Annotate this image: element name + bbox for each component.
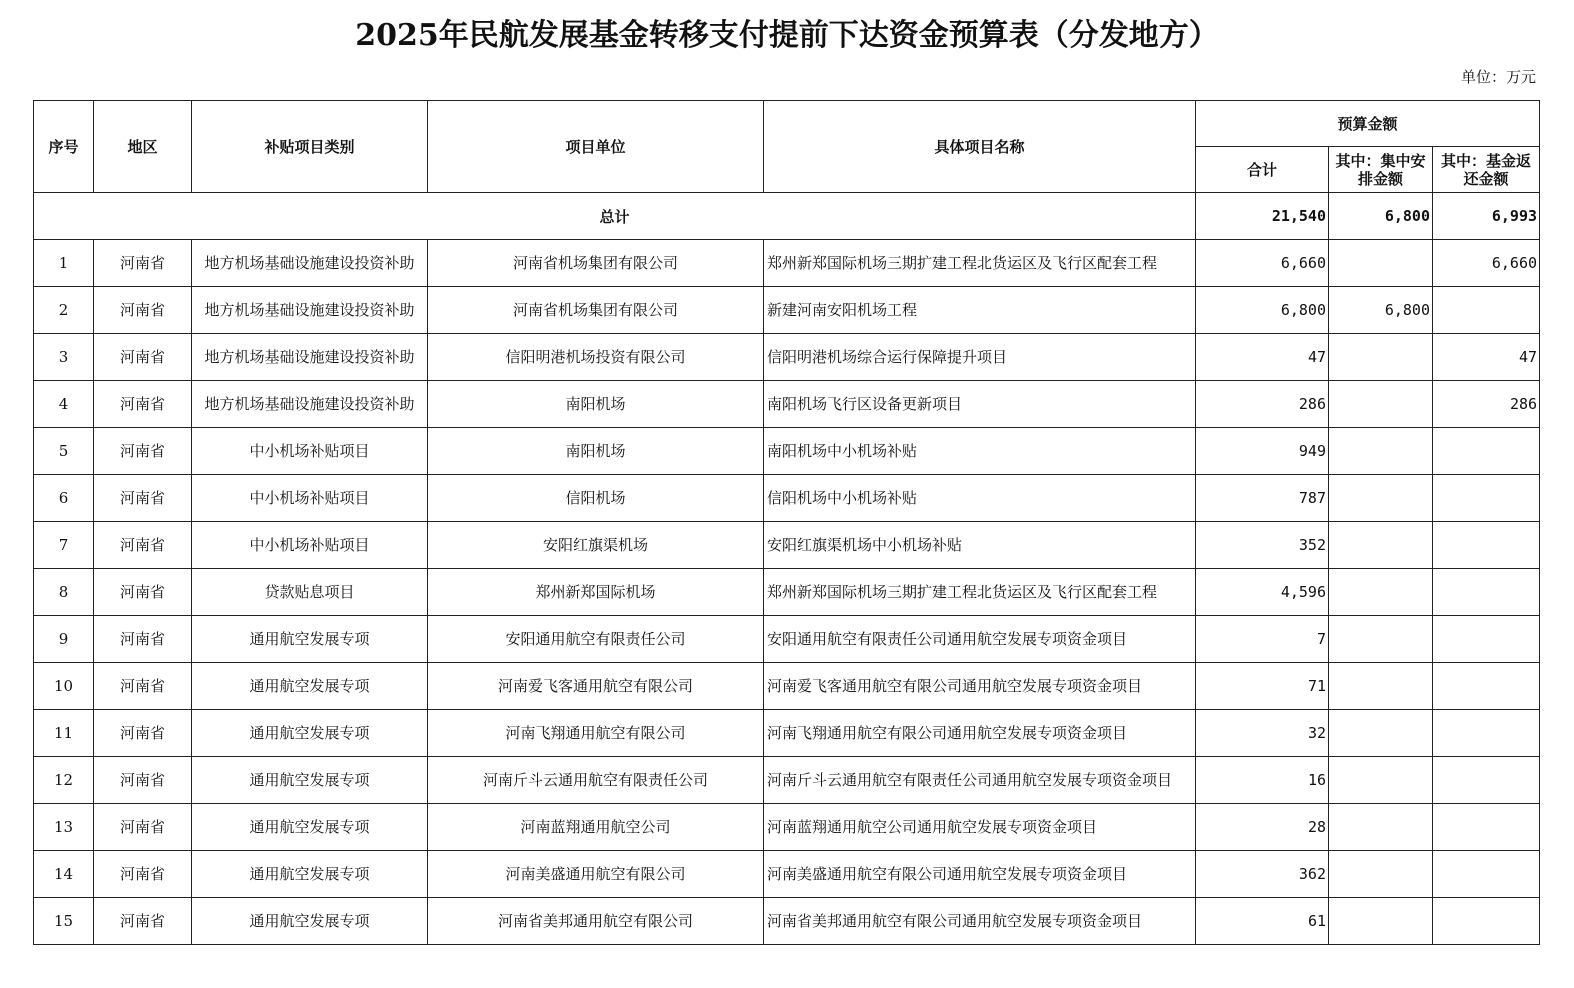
cell-region: 河南省	[94, 287, 192, 334]
cell-total: 28	[1196, 804, 1329, 851]
cell-seq: 12	[34, 757, 94, 804]
cell-unit: 河南美盛通用航空有限公司	[428, 851, 764, 898]
table-row	[34, 334, 1540, 381]
cell-region: 河南省	[94, 475, 192, 522]
cell-category: 中小机场补贴项目	[192, 522, 428, 569]
cell-central	[1329, 522, 1433, 569]
cell-category: 贷款贴息项目	[192, 569, 428, 616]
cell-central	[1329, 475, 1433, 522]
total-row	[34, 193, 1540, 240]
unit-label: 单位：万元	[1460, 68, 1536, 86]
header-project: 具体项目名称	[764, 101, 1196, 193]
table-row	[34, 804, 1540, 851]
cell-region: 河南省	[94, 334, 192, 381]
cell-seq: 5	[34, 428, 94, 475]
cell-seq: 4	[34, 381, 94, 428]
header-seq: 序号	[34, 101, 94, 193]
cell-region: 河南省	[94, 569, 192, 616]
cell-category: 通用航空发展专项	[192, 663, 428, 710]
cell-central	[1329, 381, 1433, 428]
cell-seq: 11	[34, 710, 94, 757]
cell-region: 河南省	[94, 851, 192, 898]
cell-total: 61	[1196, 898, 1329, 945]
cell-seq: 10	[34, 663, 94, 710]
cell-region: 河南省	[94, 663, 192, 710]
cell-seq: 14	[34, 851, 94, 898]
cell-refund	[1433, 710, 1540, 757]
cell-category: 地方机场基础设施建设投资补助	[192, 240, 428, 287]
cell-project: 郑州新郑国际机场三期扩建工程北货运区及飞行区配套工程	[764, 240, 1196, 287]
cell-region: 河南省	[94, 428, 192, 475]
cell-region: 河南省	[94, 898, 192, 945]
cell-total: 787	[1196, 475, 1329, 522]
total-central: 6,800	[1329, 193, 1433, 240]
cell-refund	[1433, 898, 1540, 945]
cell-seq: 15	[34, 898, 94, 945]
cell-central	[1329, 898, 1433, 945]
cell-unit: 河南爱飞客通用航空有限公司	[428, 663, 764, 710]
cell-central	[1329, 757, 1433, 804]
cell-seq: 13	[34, 804, 94, 851]
cell-category: 通用航空发展专项	[192, 616, 428, 663]
cell-refund	[1433, 851, 1540, 898]
cell-refund	[1433, 428, 1540, 475]
cell-category: 通用航空发展专项	[192, 898, 428, 945]
cell-project: 郑州新郑国际机场三期扩建工程北货运区及飞行区配套工程	[764, 569, 1196, 616]
table-body	[34, 193, 1540, 945]
cell-unit: 信阳机场	[428, 475, 764, 522]
cell-refund	[1433, 522, 1540, 569]
cell-unit: 安阳通用航空有限责任公司	[428, 616, 764, 663]
header-central: 其中：集中安排金额	[1329, 147, 1433, 193]
cell-project: 信阳明港机场综合运行保障提升项目	[764, 334, 1196, 381]
header-budget: 预算金额	[1196, 101, 1540, 147]
table-row	[34, 898, 1540, 945]
cell-seq: 6	[34, 475, 94, 522]
cell-refund	[1433, 804, 1540, 851]
cell-project: 河南美盛通用航空有限公司通用航空发展专项资金项目	[764, 851, 1196, 898]
cell-project: 安阳通用航空有限责任公司通用航空发展专项资金项目	[764, 616, 1196, 663]
cell-seq: 9	[34, 616, 94, 663]
cell-category: 通用航空发展专项	[192, 851, 428, 898]
cell-refund	[1433, 663, 1540, 710]
cell-total: 4,596	[1196, 569, 1329, 616]
cell-unit: 南阳机场	[428, 428, 764, 475]
table-row	[34, 757, 1540, 804]
total-sum: 21,540	[1196, 193, 1329, 240]
cell-total: 16	[1196, 757, 1329, 804]
cell-central: 6,800	[1329, 287, 1433, 334]
cell-refund: 47	[1433, 334, 1540, 381]
cell-region: 河南省	[94, 522, 192, 569]
cell-total: 32	[1196, 710, 1329, 757]
cell-seq: 1	[34, 240, 94, 287]
cell-unit: 信阳明港机场投资有限公司	[428, 334, 764, 381]
cell-project: 南阳机场飞行区设备更新项目	[764, 381, 1196, 428]
cell-central	[1329, 334, 1433, 381]
table-row	[34, 428, 1540, 475]
cell-refund: 6,660	[1433, 240, 1540, 287]
table-row	[34, 569, 1540, 616]
table-row	[34, 240, 1540, 287]
cell-total: 71	[1196, 663, 1329, 710]
cell-unit: 河南斤斗云通用航空有限责任公司	[428, 757, 764, 804]
cell-category: 通用航空发展专项	[192, 710, 428, 757]
table-row	[34, 475, 1540, 522]
total-refund: 6,993	[1433, 193, 1540, 240]
cell-total: 6,800	[1196, 287, 1329, 334]
cell-project: 信阳机场中小机场补贴	[764, 475, 1196, 522]
cell-category: 地方机场基础设施建设投资补助	[192, 287, 428, 334]
cell-unit: 河南飞翔通用航空有限公司	[428, 710, 764, 757]
cell-total: 352	[1196, 522, 1329, 569]
cell-region: 河南省	[94, 240, 192, 287]
cell-refund	[1433, 616, 1540, 663]
cell-total: 286	[1196, 381, 1329, 428]
header-region: 地区	[94, 101, 192, 193]
cell-refund: 286	[1433, 381, 1540, 428]
cell-total: 47	[1196, 334, 1329, 381]
cell-central	[1329, 240, 1433, 287]
header-category: 补贴项目类别	[192, 101, 428, 193]
cell-category: 地方机场基础设施建设投资补助	[192, 334, 428, 381]
cell-seq: 7	[34, 522, 94, 569]
page-title: 2025年民航发展基金转移支付提前下达资金预算表（分发地方）	[355, 18, 1219, 53]
cell-unit: 南阳机场	[428, 381, 764, 428]
cell-unit: 河南省机场集团有限公司	[428, 287, 764, 334]
cell-refund	[1433, 475, 1540, 522]
cell-refund	[1433, 287, 1540, 334]
budget-table	[33, 100, 1540, 945]
cell-project: 新建河南安阳机场工程	[764, 287, 1196, 334]
cell-seq: 2	[34, 287, 94, 334]
cell-region: 河南省	[94, 804, 192, 851]
cell-category: 通用航空发展专项	[192, 804, 428, 851]
cell-unit: 河南蓝翔通用航空公司	[428, 804, 764, 851]
cell-project: 河南省美邦通用航空有限公司通用航空发展专项资金项目	[764, 898, 1196, 945]
cell-project: 安阳红旗渠机场中小机场补贴	[764, 522, 1196, 569]
table-row	[34, 663, 1540, 710]
cell-central	[1329, 663, 1433, 710]
cell-central	[1329, 710, 1433, 757]
cell-total: 7	[1196, 616, 1329, 663]
cell-project: 河南飞翔通用航空有限公司通用航空发展专项资金项目	[764, 710, 1196, 757]
cell-region: 河南省	[94, 616, 192, 663]
header-refund: 其中：基金返还金额	[1433, 147, 1540, 193]
cell-region: 河南省	[94, 757, 192, 804]
header-row-primary	[34, 101, 1540, 147]
cell-central	[1329, 428, 1433, 475]
table-row	[34, 381, 1540, 428]
cell-category: 通用航空发展专项	[192, 757, 428, 804]
cell-total: 6,660	[1196, 240, 1329, 287]
table-row	[34, 616, 1540, 663]
table-row	[34, 522, 1540, 569]
cell-category: 地方机场基础设施建设投资补助	[192, 381, 428, 428]
cell-refund	[1433, 569, 1540, 616]
total-label: 总计	[34, 193, 1196, 240]
cell-project: 河南斤斗云通用航空有限责任公司通用航空发展专项资金项目	[764, 757, 1196, 804]
header-total: 合计	[1196, 147, 1329, 193]
table-row	[34, 287, 1540, 334]
table-row	[34, 710, 1540, 757]
cell-project: 河南蓝翔通用航空公司通用航空发展专项资金项目	[764, 804, 1196, 851]
cell-region: 河南省	[94, 710, 192, 757]
cell-seq: 8	[34, 569, 94, 616]
cell-total: 362	[1196, 851, 1329, 898]
cell-project: 河南爱飞客通用航空有限公司通用航空发展专项资金项目	[764, 663, 1196, 710]
cell-seq: 3	[34, 334, 94, 381]
cell-central	[1329, 569, 1433, 616]
cell-category: 中小机场补贴项目	[192, 428, 428, 475]
cell-unit: 河南省机场集团有限公司	[428, 240, 764, 287]
cell-unit: 河南省美邦通用航空有限公司	[428, 898, 764, 945]
header-unit: 项目单位	[428, 101, 764, 193]
cell-central	[1329, 851, 1433, 898]
table-row	[34, 851, 1540, 898]
cell-central	[1329, 804, 1433, 851]
cell-refund	[1433, 757, 1540, 804]
cell-category: 中小机场补贴项目	[192, 475, 428, 522]
cell-unit: 安阳红旗渠机场	[428, 522, 764, 569]
cell-region: 河南省	[94, 381, 192, 428]
cell-central	[1329, 616, 1433, 663]
cell-project: 南阳机场中小机场补贴	[764, 428, 1196, 475]
cell-unit: 郑州新郑国际机场	[428, 569, 764, 616]
cell-total: 949	[1196, 428, 1329, 475]
